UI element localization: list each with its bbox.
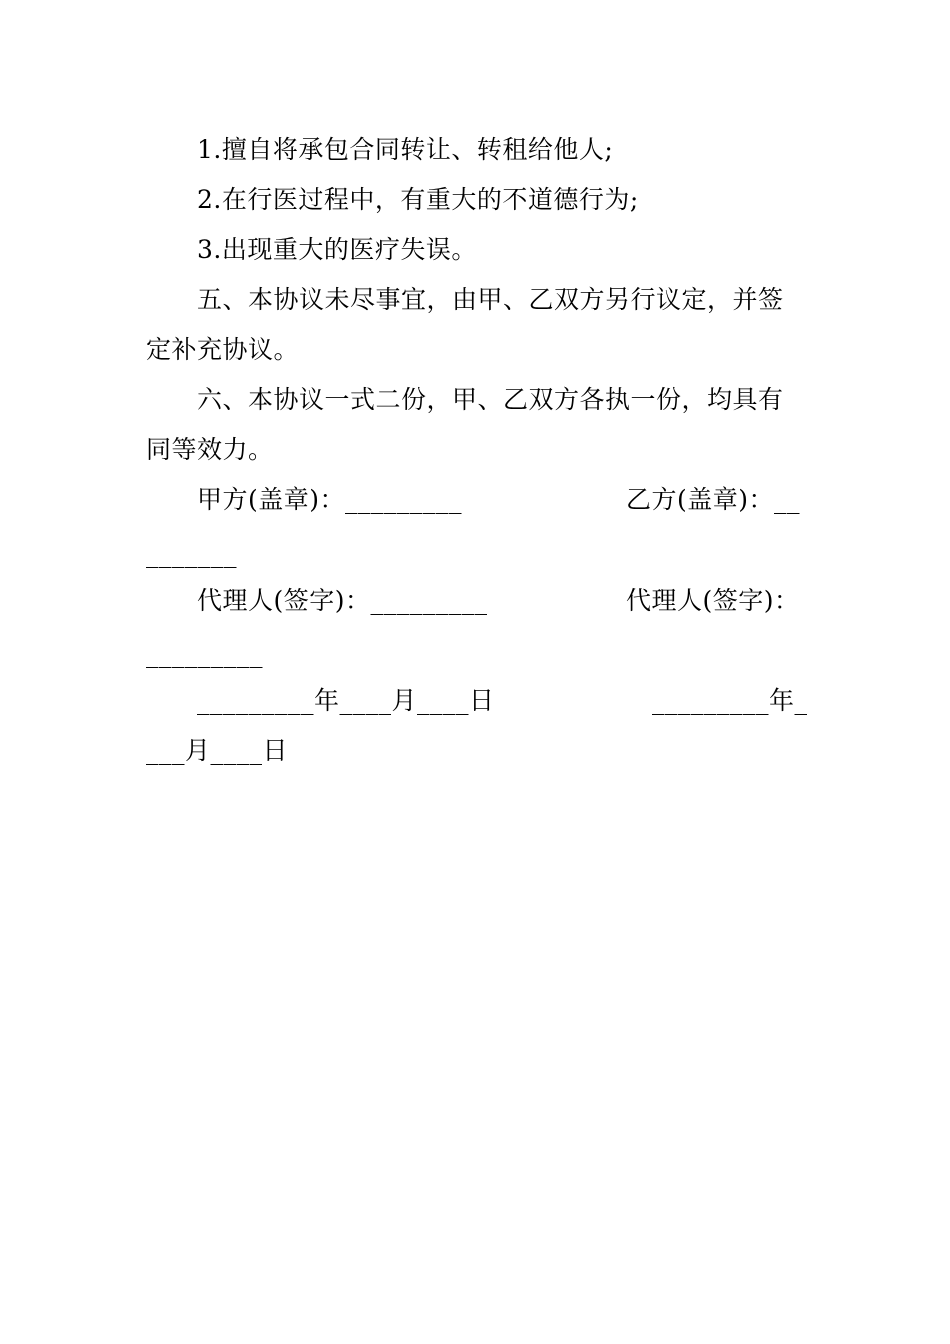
date-b-continued: ___月____日 [146,736,289,765]
clause-5-line-1: 五、本协议未尽事宜，由甲、乙双方另行议定，并签 [197,285,784,314]
clause-5-line-2: 定补充协议。 [146,335,300,364]
date-a: _________年____月____日 [197,686,495,715]
agent-b-signature-continued: _________ [146,639,263,668]
clause-item-2: 2.在行医过程中，有重大的不道德行为; [197,185,639,214]
clause-6-line-2: 同等效力。 [146,435,274,464]
agent-b-signature: 代理人(签字)： [626,586,800,615]
party-b-seal: 乙方(盖章)：__ [626,485,801,514]
date-b: _________年_ [652,686,808,715]
clause-item-1: 1.擅自将承包合同转让、转租给他人; [197,135,614,164]
clause-6-line-1: 六、本协议一式二份，甲、乙双方各执一份，均具有 [197,385,784,414]
agent-a-signature: 代理人(签字)：_________ [197,586,488,615]
party-a-seal: 甲方(盖章)：_________ [197,485,463,514]
party-b-seal-continued: _______ [146,539,237,568]
clause-item-3: 3.出现重大的医疗失误。 [197,235,477,264]
